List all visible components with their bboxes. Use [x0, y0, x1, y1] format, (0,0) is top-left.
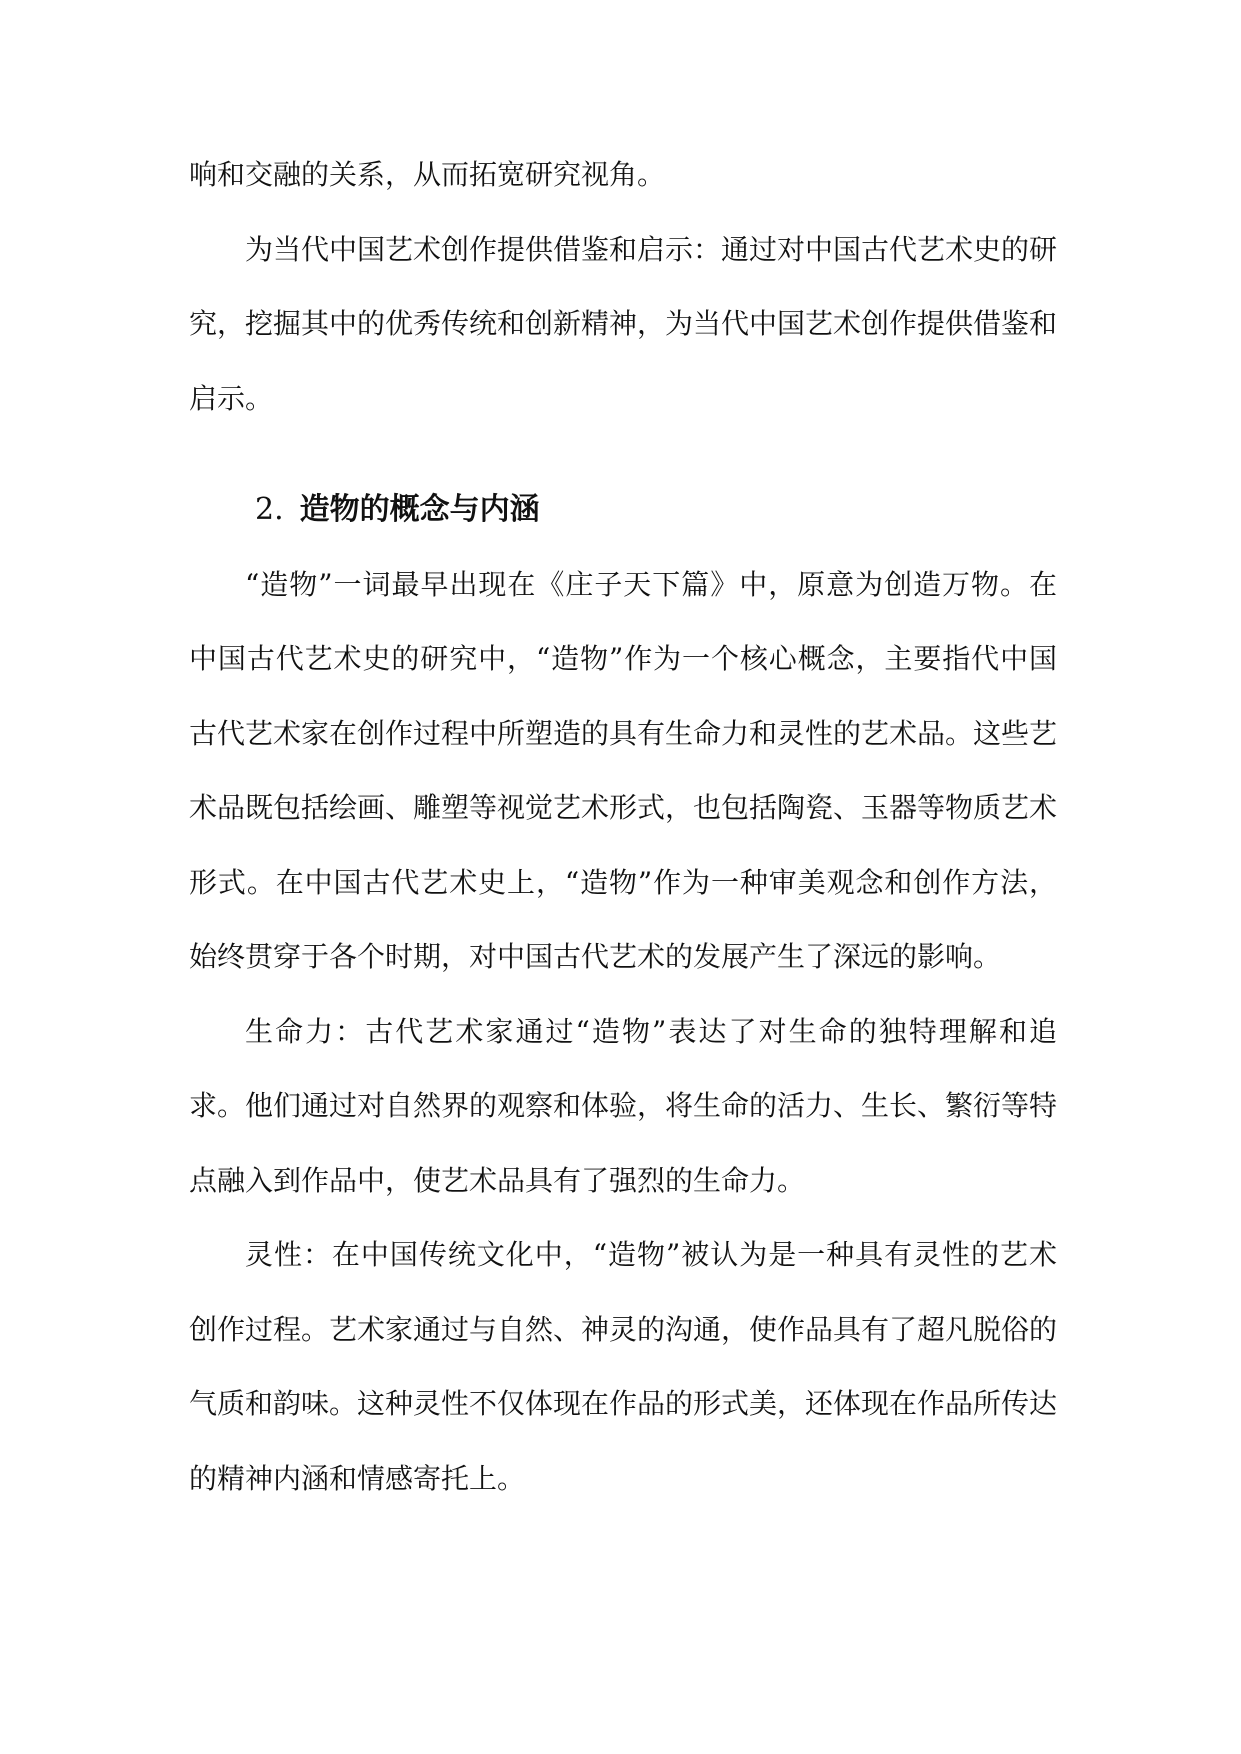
section-heading	[189, 473, 1057, 548]
document-body	[189, 138, 1057, 1516]
paragraph: “造物”一词最早出现在《庄子天下篇》中，原意为创造万物。在中国古代艺术史的研究中，“造物”作为一个核心概念，主要指代中国古代艺术家在创作过程中所塑造的具有生命力和灵性的艺术品。这些艺术品既包括绘画、雕塑等视觉艺术形式，也包括陶瓷、玉器等物质艺术形式。在中国古代艺术史上，“造物”作为一种审美观念和创作方法，始终贯穿于各个时期，对中国古代艺术的发展产生了深远的影响。	[189, 567, 1058, 973]
section-title: 造物的概念与内涵	[299, 492, 540, 527]
paragraph: 响和交融的关系，从而拓宽研究视角。	[189, 158, 666, 191]
paragraph: 为当代中国艺术创作提供借鉴和启示：通过对中国古代艺术史的研究，挖掘其中的优秀传统和创新精神，为当代中国艺术创作提供借鉴和启示。	[189, 232, 1058, 415]
paragraph: 灵性：在中国传统文化中，“造物”被认为是一种具有灵性的艺术创作过程。艺术家通过与自然、神灵的沟通，使作品具有了超凡脱俗的气质和韵味。这种灵性不仅体现在作品的形式美，还体现在作品所传达的精神内涵和情感寄托上。	[189, 1238, 1058, 1495]
paragraph: 生命力：古代艺术家通过“造物”表达了对生命的独特理解和追求。他们通过对自然界的观察和体验，将生命的活力、生长、繁衍等特点融入到作品中，使艺术品具有了强烈的生命力。	[189, 1014, 1058, 1197]
section-number: 2.	[255, 492, 284, 527]
